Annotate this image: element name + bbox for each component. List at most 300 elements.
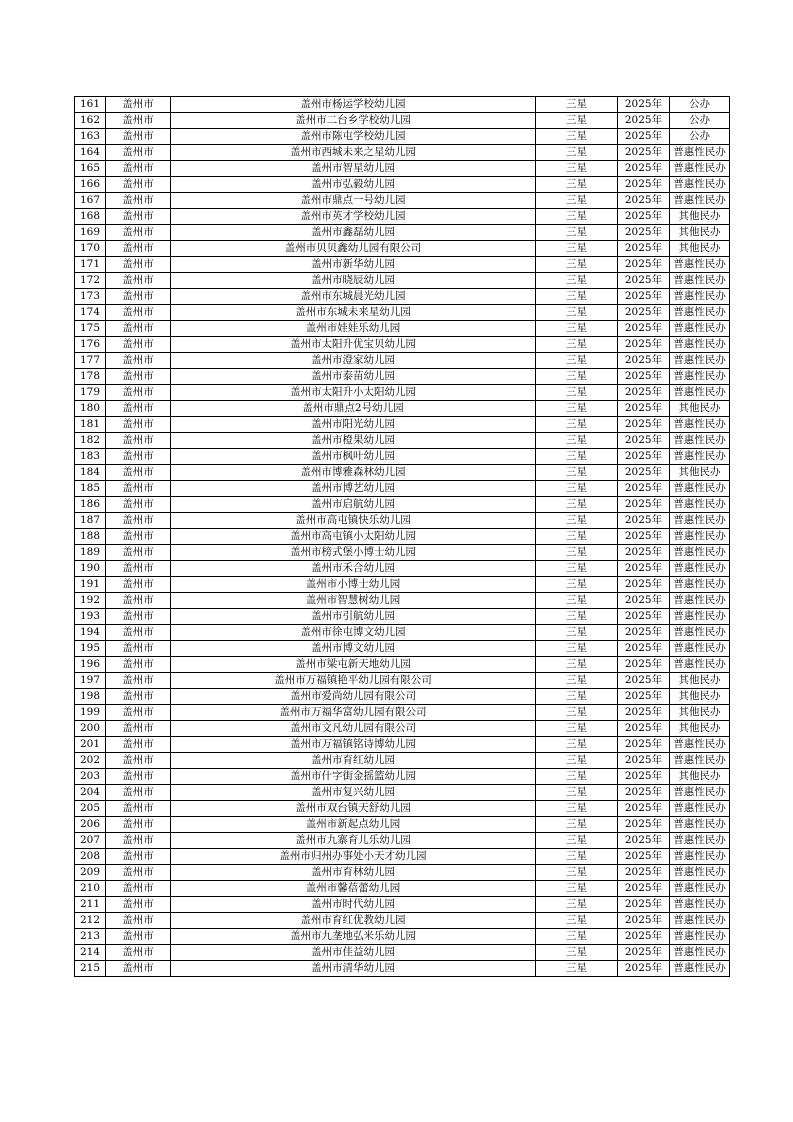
cell-year: 2025年 bbox=[618, 225, 670, 241]
table-row bbox=[75, 817, 730, 833]
cell-number: 213 bbox=[75, 929, 106, 945]
cell-kindergarten-name: 盖州市梁屯新天地幼儿园 bbox=[171, 657, 536, 673]
table-row bbox=[75, 689, 730, 705]
cell-school-type: 普惠性民办 bbox=[670, 529, 730, 545]
cell-school-type: 普惠性民办 bbox=[670, 545, 730, 561]
cell-city: 盖州市 bbox=[106, 769, 171, 785]
cell-city: 盖州市 bbox=[106, 449, 171, 465]
cell-number: 199 bbox=[75, 705, 106, 721]
cell-school-type: 普惠性民办 bbox=[670, 321, 730, 337]
cell-kindergarten-name: 盖州市娃娃乐幼儿园 bbox=[171, 321, 536, 337]
table-row bbox=[75, 497, 730, 513]
cell-star-rating: 三星 bbox=[536, 545, 618, 561]
cell-city: 盖州市 bbox=[106, 353, 171, 369]
cell-year: 2025年 bbox=[618, 593, 670, 609]
cell-number: 179 bbox=[75, 385, 106, 401]
cell-number: 186 bbox=[75, 497, 106, 513]
cell-number: 193 bbox=[75, 609, 106, 625]
table-row bbox=[75, 673, 730, 689]
cell-year: 2025年 bbox=[618, 737, 670, 753]
cell-year: 2025年 bbox=[618, 145, 670, 161]
cell-year: 2025年 bbox=[618, 657, 670, 673]
cell-city: 盖州市 bbox=[106, 881, 171, 897]
cell-number: 214 bbox=[75, 945, 106, 961]
cell-number: 195 bbox=[75, 641, 106, 657]
cell-year: 2025年 bbox=[618, 641, 670, 657]
cell-year: 2025年 bbox=[618, 961, 670, 977]
cell-kindergarten-name: 盖州市鼎点2号幼儿园 bbox=[171, 401, 536, 417]
cell-city: 盖州市 bbox=[106, 145, 171, 161]
cell-star-rating: 三星 bbox=[536, 849, 618, 865]
cell-star-rating: 三星 bbox=[536, 449, 618, 465]
kindergarten-table bbox=[74, 96, 730, 977]
cell-number: 185 bbox=[75, 481, 106, 497]
table-row bbox=[75, 273, 730, 289]
cell-number: 202 bbox=[75, 753, 106, 769]
cell-number: 164 bbox=[75, 145, 106, 161]
cell-number: 180 bbox=[75, 401, 106, 417]
cell-year: 2025年 bbox=[618, 401, 670, 417]
cell-star-rating: 三星 bbox=[536, 881, 618, 897]
cell-year: 2025年 bbox=[618, 721, 670, 737]
table-row bbox=[75, 193, 730, 209]
cell-kindergarten-name: 盖州市东城晨光幼儿园 bbox=[171, 289, 536, 305]
cell-star-rating: 三星 bbox=[536, 817, 618, 833]
cell-year: 2025年 bbox=[618, 241, 670, 257]
cell-year: 2025年 bbox=[618, 497, 670, 513]
cell-kindergarten-name: 盖州市禾合幼儿园 bbox=[171, 561, 536, 577]
cell-year: 2025年 bbox=[618, 897, 670, 913]
cell-star-rating: 三星 bbox=[536, 177, 618, 193]
cell-city: 盖州市 bbox=[106, 673, 171, 689]
cell-school-type: 普惠性民办 bbox=[670, 849, 730, 865]
cell-year: 2025年 bbox=[618, 513, 670, 529]
cell-star-rating: 三星 bbox=[536, 145, 618, 161]
table-row bbox=[75, 625, 730, 641]
table-row bbox=[75, 769, 730, 785]
cell-kindergarten-name: 盖州市太阳升小太阳幼儿园 bbox=[171, 385, 536, 401]
cell-city: 盖州市 bbox=[106, 417, 171, 433]
cell-number: 210 bbox=[75, 881, 106, 897]
cell-kindergarten-name: 盖州市智慧树幼儿园 bbox=[171, 593, 536, 609]
cell-city: 盖州市 bbox=[106, 497, 171, 513]
table-row bbox=[75, 721, 730, 737]
cell-year: 2025年 bbox=[618, 257, 670, 273]
cell-school-type: 普惠性民办 bbox=[670, 353, 730, 369]
cell-star-rating: 三星 bbox=[536, 225, 618, 241]
cell-city: 盖州市 bbox=[106, 241, 171, 257]
table-row bbox=[75, 177, 730, 193]
cell-city: 盖州市 bbox=[106, 753, 171, 769]
cell-city: 盖州市 bbox=[106, 369, 171, 385]
cell-city: 盖州市 bbox=[106, 609, 171, 625]
cell-kindergarten-name: 盖州市万福镇艳平幼儿园有限公司 bbox=[171, 673, 536, 689]
cell-star-rating: 三星 bbox=[536, 209, 618, 225]
cell-city: 盖州市 bbox=[106, 193, 171, 209]
cell-year: 2025年 bbox=[618, 289, 670, 305]
cell-school-type: 普惠性民办 bbox=[670, 657, 730, 673]
cell-school-type: 普惠性民办 bbox=[670, 881, 730, 897]
cell-star-rating: 三星 bbox=[536, 577, 618, 593]
cell-star-rating: 三星 bbox=[536, 353, 618, 369]
table-row bbox=[75, 705, 730, 721]
cell-school-type: 普惠性民办 bbox=[670, 561, 730, 577]
cell-city: 盖州市 bbox=[106, 257, 171, 273]
cell-city: 盖州市 bbox=[106, 337, 171, 353]
cell-school-type: 普惠性民办 bbox=[670, 801, 730, 817]
cell-kindergarten-name: 盖州市复兴幼儿园 bbox=[171, 785, 536, 801]
cell-city: 盖州市 bbox=[106, 289, 171, 305]
cell-star-rating: 三星 bbox=[536, 481, 618, 497]
cell-star-rating: 三星 bbox=[536, 929, 618, 945]
cell-kindergarten-name: 盖州市橙果幼儿园 bbox=[171, 433, 536, 449]
cell-number: 187 bbox=[75, 513, 106, 529]
table-row bbox=[75, 945, 730, 961]
cell-star-rating: 三星 bbox=[536, 257, 618, 273]
cell-number: 163 bbox=[75, 129, 106, 145]
cell-school-type: 普惠性民办 bbox=[670, 817, 730, 833]
cell-star-rating: 三星 bbox=[536, 401, 618, 417]
cell-city: 盖州市 bbox=[106, 465, 171, 481]
cell-star-rating: 三星 bbox=[536, 721, 618, 737]
cell-school-type: 普惠性民办 bbox=[670, 449, 730, 465]
cell-number: 211 bbox=[75, 897, 106, 913]
table-row bbox=[75, 401, 730, 417]
cell-number: 171 bbox=[75, 257, 106, 273]
cell-city: 盖州市 bbox=[106, 641, 171, 657]
cell-kindergarten-name: 盖州市九寨育儿乐幼儿园 bbox=[171, 833, 536, 849]
cell-kindergarten-name: 盖州市阳光幼儿园 bbox=[171, 417, 536, 433]
cell-school-type: 普惠性民办 bbox=[670, 913, 730, 929]
cell-star-rating: 三星 bbox=[536, 417, 618, 433]
cell-kindergarten-name: 盖州市启航幼儿园 bbox=[171, 497, 536, 513]
cell-year: 2025年 bbox=[618, 481, 670, 497]
cell-year: 2025年 bbox=[618, 753, 670, 769]
cell-kindergarten-name: 盖州市西城未来之星幼儿园 bbox=[171, 145, 536, 161]
cell-year: 2025年 bbox=[618, 801, 670, 817]
cell-year: 2025年 bbox=[618, 865, 670, 881]
cell-kindergarten-name: 盖州市双台镇天舒幼儿园 bbox=[171, 801, 536, 817]
cell-year: 2025年 bbox=[618, 577, 670, 593]
table-row bbox=[75, 241, 730, 257]
cell-kindergarten-name: 盖州市鑫磊幼儿园 bbox=[171, 225, 536, 241]
cell-star-rating: 三星 bbox=[536, 801, 618, 817]
cell-year: 2025年 bbox=[618, 353, 670, 369]
table-row bbox=[75, 561, 730, 577]
cell-star-rating: 三星 bbox=[536, 561, 618, 577]
table-row bbox=[75, 209, 730, 225]
cell-number: 209 bbox=[75, 865, 106, 881]
cell-kindergarten-name: 盖州市小博士幼儿园 bbox=[171, 577, 536, 593]
cell-year: 2025年 bbox=[618, 273, 670, 289]
cell-school-type: 普惠性民办 bbox=[670, 161, 730, 177]
cell-year: 2025年 bbox=[618, 177, 670, 193]
table-row bbox=[75, 785, 730, 801]
cell-city: 盖州市 bbox=[106, 305, 171, 321]
cell-school-type: 普惠性民办 bbox=[670, 833, 730, 849]
cell-number: 205 bbox=[75, 801, 106, 817]
table-body bbox=[75, 97, 730, 977]
cell-school-type: 其他民办 bbox=[670, 225, 730, 241]
cell-number: 188 bbox=[75, 529, 106, 545]
table-row bbox=[75, 849, 730, 865]
cell-kindergarten-name: 盖州市二台乡学校幼儿园 bbox=[171, 113, 536, 129]
cell-star-rating: 三星 bbox=[536, 433, 618, 449]
cell-school-type: 普惠性民办 bbox=[670, 177, 730, 193]
cell-kindergarten-name: 盖州市晓辰幼儿园 bbox=[171, 273, 536, 289]
cell-school-type: 普惠性民办 bbox=[670, 577, 730, 593]
cell-year: 2025年 bbox=[618, 321, 670, 337]
cell-city: 盖州市 bbox=[106, 897, 171, 913]
cell-school-type: 普惠性民办 bbox=[670, 289, 730, 305]
cell-number: 190 bbox=[75, 561, 106, 577]
cell-kindergarten-name: 盖州市弘毅幼儿园 bbox=[171, 177, 536, 193]
cell-year: 2025年 bbox=[618, 945, 670, 961]
cell-kindergarten-name: 盖州市东城未来星幼儿园 bbox=[171, 305, 536, 321]
table-row bbox=[75, 513, 730, 529]
cell-star-rating: 三星 bbox=[536, 673, 618, 689]
cell-year: 2025年 bbox=[618, 689, 670, 705]
cell-star-rating: 三星 bbox=[536, 609, 618, 625]
cell-city: 盖州市 bbox=[106, 737, 171, 753]
cell-school-type: 公办 bbox=[670, 97, 730, 113]
cell-kindergarten-name: 盖州市引航幼儿园 bbox=[171, 609, 536, 625]
cell-star-rating: 三星 bbox=[536, 97, 618, 113]
cell-city: 盖州市 bbox=[106, 577, 171, 593]
cell-school-type: 普惠性民办 bbox=[670, 497, 730, 513]
cell-number: 208 bbox=[75, 849, 106, 865]
cell-number: 165 bbox=[75, 161, 106, 177]
cell-city: 盖州市 bbox=[106, 785, 171, 801]
cell-number: 215 bbox=[75, 961, 106, 977]
cell-kindergarten-name: 盖州市徐屯博文幼儿园 bbox=[171, 625, 536, 641]
cell-school-type: 普惠性民办 bbox=[670, 305, 730, 321]
cell-school-type: 普惠性民办 bbox=[670, 337, 730, 353]
cell-school-type: 其他民办 bbox=[670, 673, 730, 689]
cell-number: 206 bbox=[75, 817, 106, 833]
table-row bbox=[75, 417, 730, 433]
cell-star-rating: 三星 bbox=[536, 897, 618, 913]
cell-kindergarten-name: 盖州市什字街金摇篮幼儿园 bbox=[171, 769, 536, 785]
table-row bbox=[75, 161, 730, 177]
cell-number: 197 bbox=[75, 673, 106, 689]
cell-number: 181 bbox=[75, 417, 106, 433]
cell-number: 175 bbox=[75, 321, 106, 337]
cell-city: 盖州市 bbox=[106, 833, 171, 849]
table-row bbox=[75, 913, 730, 929]
cell-kindergarten-name: 盖州市万福镇铭诗博幼儿园 bbox=[171, 737, 536, 753]
cell-year: 2025年 bbox=[618, 209, 670, 225]
cell-school-type: 普惠性民办 bbox=[670, 369, 730, 385]
cell-school-type: 其他民办 bbox=[670, 209, 730, 225]
cell-number: 166 bbox=[75, 177, 106, 193]
cell-kindergarten-name: 盖州市泰苗幼儿园 bbox=[171, 369, 536, 385]
cell-city: 盖州市 bbox=[106, 865, 171, 881]
cell-year: 2025年 bbox=[618, 849, 670, 865]
cell-year: 2025年 bbox=[618, 449, 670, 465]
cell-school-type: 普惠性民办 bbox=[670, 961, 730, 977]
table-row bbox=[75, 113, 730, 129]
cell-number: 184 bbox=[75, 465, 106, 481]
cell-year: 2025年 bbox=[618, 369, 670, 385]
table-row bbox=[75, 577, 730, 593]
cell-star-rating: 三星 bbox=[536, 273, 618, 289]
cell-kindergarten-name: 盖州市育林幼儿园 bbox=[171, 865, 536, 881]
cell-number: 204 bbox=[75, 785, 106, 801]
cell-star-rating: 三星 bbox=[536, 113, 618, 129]
cell-year: 2025年 bbox=[618, 817, 670, 833]
cell-school-type: 普惠性民办 bbox=[670, 513, 730, 529]
cell-city: 盖州市 bbox=[106, 929, 171, 945]
cell-star-rating: 三星 bbox=[536, 753, 618, 769]
cell-city: 盖州市 bbox=[106, 721, 171, 737]
table-row bbox=[75, 385, 730, 401]
cell-city: 盖州市 bbox=[106, 385, 171, 401]
cell-star-rating: 三星 bbox=[536, 705, 618, 721]
cell-star-rating: 三星 bbox=[536, 769, 618, 785]
cell-star-rating: 三星 bbox=[536, 689, 618, 705]
cell-school-type: 普惠性民办 bbox=[670, 145, 730, 161]
table-row bbox=[75, 753, 730, 769]
cell-kindergarten-name: 盖州市智星幼儿园 bbox=[171, 161, 536, 177]
cell-number: 161 bbox=[75, 97, 106, 113]
cell-school-type: 其他民办 bbox=[670, 769, 730, 785]
cell-city: 盖州市 bbox=[106, 129, 171, 145]
cell-city: 盖州市 bbox=[106, 273, 171, 289]
cell-city: 盖州市 bbox=[106, 817, 171, 833]
cell-star-rating: 三星 bbox=[536, 513, 618, 529]
cell-city: 盖州市 bbox=[106, 433, 171, 449]
cell-year: 2025年 bbox=[618, 97, 670, 113]
cell-school-type: 普惠性民办 bbox=[670, 193, 730, 209]
cell-kindergarten-name: 盖州市杨运学校幼儿园 bbox=[171, 97, 536, 113]
cell-number: 192 bbox=[75, 593, 106, 609]
cell-kindergarten-name: 盖州市贝贝鑫幼儿园有限公司 bbox=[171, 241, 536, 257]
cell-star-rating: 三星 bbox=[536, 385, 618, 401]
cell-school-type: 普惠性民办 bbox=[670, 753, 730, 769]
cell-city: 盖州市 bbox=[106, 561, 171, 577]
table-row bbox=[75, 961, 730, 977]
cell-city: 盖州市 bbox=[106, 481, 171, 497]
table-row bbox=[75, 353, 730, 369]
cell-number: 212 bbox=[75, 913, 106, 929]
cell-year: 2025年 bbox=[618, 833, 670, 849]
cell-school-type: 普惠性民办 bbox=[670, 929, 730, 945]
table-row bbox=[75, 465, 730, 481]
cell-year: 2025年 bbox=[618, 545, 670, 561]
cell-school-type: 普惠性民办 bbox=[670, 785, 730, 801]
cell-number: 200 bbox=[75, 721, 106, 737]
table-row bbox=[75, 337, 730, 353]
cell-year: 2025年 bbox=[618, 129, 670, 145]
cell-year: 2025年 bbox=[618, 625, 670, 641]
cell-number: 191 bbox=[75, 577, 106, 593]
table-row bbox=[75, 321, 730, 337]
table-row bbox=[75, 449, 730, 465]
cell-school-type: 其他民办 bbox=[670, 465, 730, 481]
cell-city: 盖州市 bbox=[106, 961, 171, 977]
cell-number: 170 bbox=[75, 241, 106, 257]
cell-kindergarten-name: 盖州市博艺幼儿园 bbox=[171, 481, 536, 497]
table-row bbox=[75, 609, 730, 625]
cell-kindergarten-name: 盖州市育红幼儿园 bbox=[171, 753, 536, 769]
cell-kindergarten-name: 盖州市时代幼儿园 bbox=[171, 897, 536, 913]
cell-star-rating: 三星 bbox=[536, 593, 618, 609]
cell-star-rating: 三星 bbox=[536, 785, 618, 801]
cell-school-type: 普惠性民办 bbox=[670, 945, 730, 961]
cell-star-rating: 三星 bbox=[536, 305, 618, 321]
cell-city: 盖州市 bbox=[106, 657, 171, 673]
cell-city: 盖州市 bbox=[106, 913, 171, 929]
cell-star-rating: 三星 bbox=[536, 625, 618, 641]
cell-number: 196 bbox=[75, 657, 106, 673]
cell-kindergarten-name: 盖州市文凡幼儿园有限公司 bbox=[171, 721, 536, 737]
cell-number: 173 bbox=[75, 289, 106, 305]
cell-year: 2025年 bbox=[618, 305, 670, 321]
cell-school-type: 其他民办 bbox=[670, 241, 730, 257]
table-row bbox=[75, 145, 730, 161]
cell-city: 盖州市 bbox=[106, 705, 171, 721]
cell-star-rating: 三星 bbox=[536, 737, 618, 753]
cell-year: 2025年 bbox=[618, 881, 670, 897]
cell-year: 2025年 bbox=[618, 161, 670, 177]
cell-star-rating: 三星 bbox=[536, 913, 618, 929]
cell-year: 2025年 bbox=[618, 609, 670, 625]
table-row bbox=[75, 529, 730, 545]
cell-star-rating: 三星 bbox=[536, 289, 618, 305]
cell-star-rating: 三星 bbox=[536, 161, 618, 177]
cell-school-type: 其他民办 bbox=[670, 401, 730, 417]
cell-kindergarten-name: 盖州市太阳升优宝贝幼儿园 bbox=[171, 337, 536, 353]
cell-school-type: 普惠性民办 bbox=[670, 481, 730, 497]
cell-school-type: 普惠性民办 bbox=[670, 609, 730, 625]
cell-city: 盖州市 bbox=[106, 945, 171, 961]
cell-kindergarten-name: 盖州市清华幼儿园 bbox=[171, 961, 536, 977]
cell-city: 盖州市 bbox=[106, 321, 171, 337]
table-row bbox=[75, 305, 730, 321]
cell-star-rating: 三星 bbox=[536, 961, 618, 977]
table-row bbox=[75, 881, 730, 897]
table-row bbox=[75, 593, 730, 609]
table-row bbox=[75, 833, 730, 849]
cell-school-type: 普惠性民办 bbox=[670, 257, 730, 273]
cell-city: 盖州市 bbox=[106, 801, 171, 817]
cell-kindergarten-name: 盖州市馨蓓蕾幼儿园 bbox=[171, 881, 536, 897]
cell-school-type: 普惠性民办 bbox=[670, 385, 730, 401]
cell-kindergarten-name: 盖州市佳益幼儿园 bbox=[171, 945, 536, 961]
cell-school-type: 普惠性民办 bbox=[670, 417, 730, 433]
cell-number: 203 bbox=[75, 769, 106, 785]
table-row bbox=[75, 481, 730, 497]
cell-city: 盖州市 bbox=[106, 209, 171, 225]
cell-number: 174 bbox=[75, 305, 106, 321]
cell-school-type: 其他民办 bbox=[670, 721, 730, 737]
cell-year: 2025年 bbox=[618, 673, 670, 689]
cell-star-rating: 三星 bbox=[536, 657, 618, 673]
cell-school-type: 其他民办 bbox=[670, 705, 730, 721]
cell-year: 2025年 bbox=[618, 705, 670, 721]
cell-star-rating: 三星 bbox=[536, 321, 618, 337]
table-row bbox=[75, 225, 730, 241]
table-row bbox=[75, 801, 730, 817]
cell-number: 172 bbox=[75, 273, 106, 289]
cell-number: 162 bbox=[75, 113, 106, 129]
cell-kindergarten-name: 盖州市榜式堡小博士幼儿园 bbox=[171, 545, 536, 561]
table-row bbox=[75, 257, 730, 273]
cell-number: 169 bbox=[75, 225, 106, 241]
cell-year: 2025年 bbox=[618, 385, 670, 401]
cell-kindergarten-name: 盖州市博文幼儿园 bbox=[171, 641, 536, 657]
